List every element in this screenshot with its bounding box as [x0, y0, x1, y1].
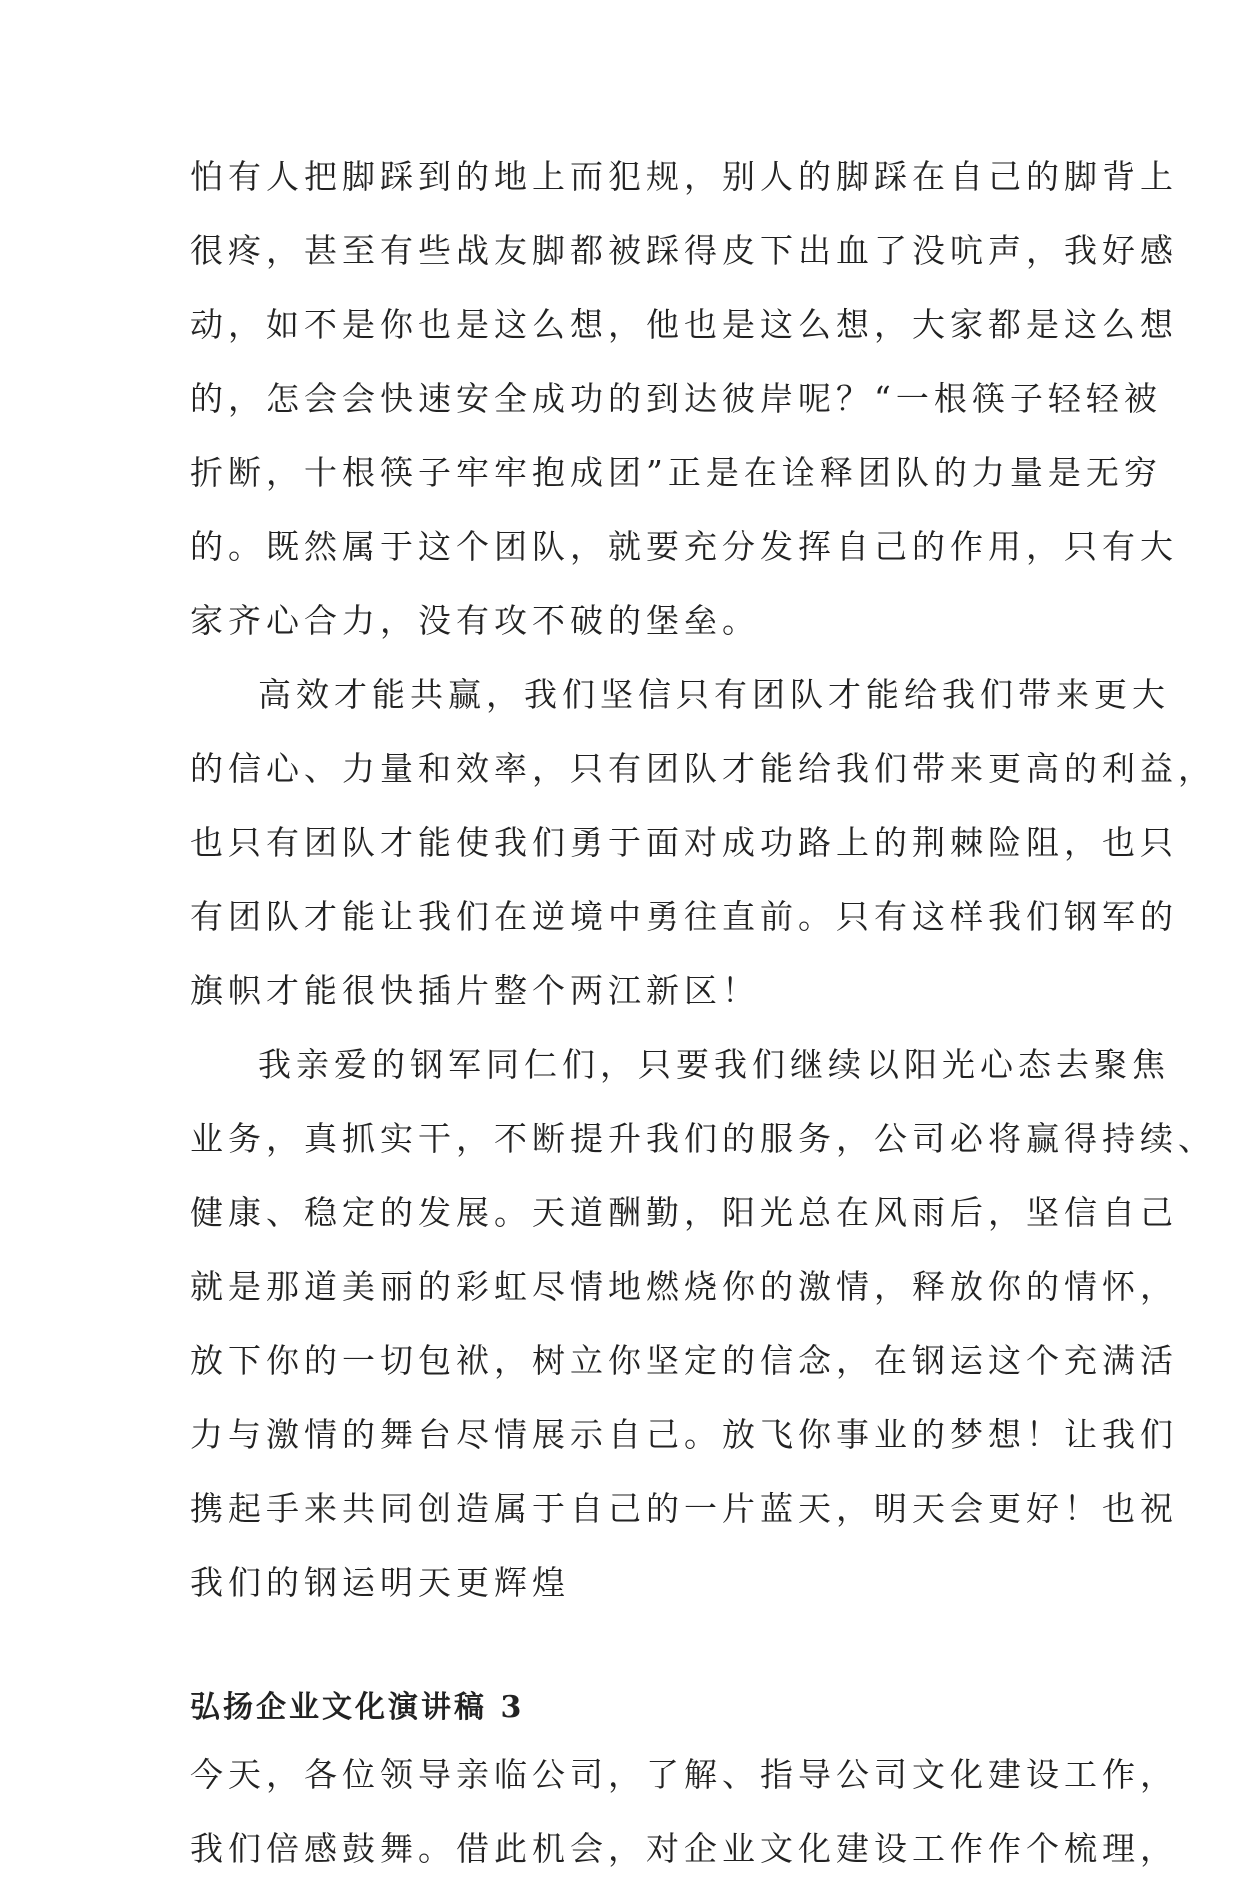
- text-line: 放下你的一切包袱，树立你坚定的信念，在钢运这个充满活: [190, 1341, 1178, 1380]
- text-line: 有团队才能让我们在逆境中勇往直前。只有这样我们钢军的: [190, 897, 1178, 936]
- text-line: 的信心、力量和效率，只有团队才能给我们带来更高的利益，: [190, 749, 1216, 788]
- text-line: 动，如不是你也是这么想，他也是这么想，大家都是这么想: [190, 305, 1178, 344]
- paragraph-1: [190, 140, 1178, 658]
- text-line: 折断，十根筷子牢牢抱成团”正是在诠释团队的力量是无穷: [190, 453, 1162, 492]
- section-spacer: [190, 1620, 1060, 1678]
- text-line: 高效才能共赢，我们坚信只有团队才能给我们带来更大: [258, 675, 1170, 714]
- text-line: 我们的钢运明天更辉煌: [190, 1563, 570, 1602]
- text-line: 携起手来共同创造属于自己的一片蓝天，明天会更好！也祝: [190, 1489, 1178, 1528]
- text-line: 就是那道美丽的彩虹尽情地燃烧你的激情，释放你的情怀，: [190, 1267, 1178, 1306]
- paragraph-2: [190, 658, 1216, 1028]
- text-line: 的。既然属于这个团队，就要充分发挥自己的作用，只有大: [190, 527, 1178, 566]
- text-line: 很疼，甚至有些战友脚都被踩得皮下出血了没吭声，我好感: [190, 231, 1178, 270]
- text-line: 今天，各位领导亲临公司，了解、指导公司文化建设工作，: [190, 1755, 1178, 1794]
- text-line: 家齐心合力，没有攻不破的堡垒。: [190, 601, 760, 640]
- text-line: 力与激情的舞台尽情展示自己。放飞你事业的梦想！让我们: [190, 1415, 1178, 1454]
- text-line: 我亲爱的钢军同仁们，只要我们继续以阳光心态去聚焦: [258, 1045, 1170, 1084]
- text-line: 旗帜才能很快插片整个两江新区！: [190, 971, 760, 1010]
- text-line: 也只有团队才能使我们勇于面对成功路上的荆棘险阻，也只: [190, 823, 1178, 862]
- text-line: 我们倍感鼓舞。借此机会，对企业文化建设工作作个梳理，: [190, 1829, 1178, 1868]
- document-page: [190, 140, 1216, 1886]
- text-line: 的，怎会会快速安全成功的到达彼岸呢？“一根筷子轻轻被: [190, 379, 1162, 418]
- text-line: 怕有人把脚踩到的地上而犯规，别人的脚踩在自己的脚背上: [190, 157, 1178, 196]
- section-heading: 弘扬企业文化演讲稿 3: [190, 1690, 525, 1725]
- paragraph-4: [190, 1738, 1178, 1886]
- text-line: 健康、稳定的发展。天道酬勤，阳光总在风雨后，坚信自己: [190, 1193, 1178, 1232]
- text-line: 业务，真抓实干，不断提升我们的服务，公司必将赢得持续、: [190, 1119, 1216, 1158]
- paragraph-3: [190, 1028, 1216, 1620]
